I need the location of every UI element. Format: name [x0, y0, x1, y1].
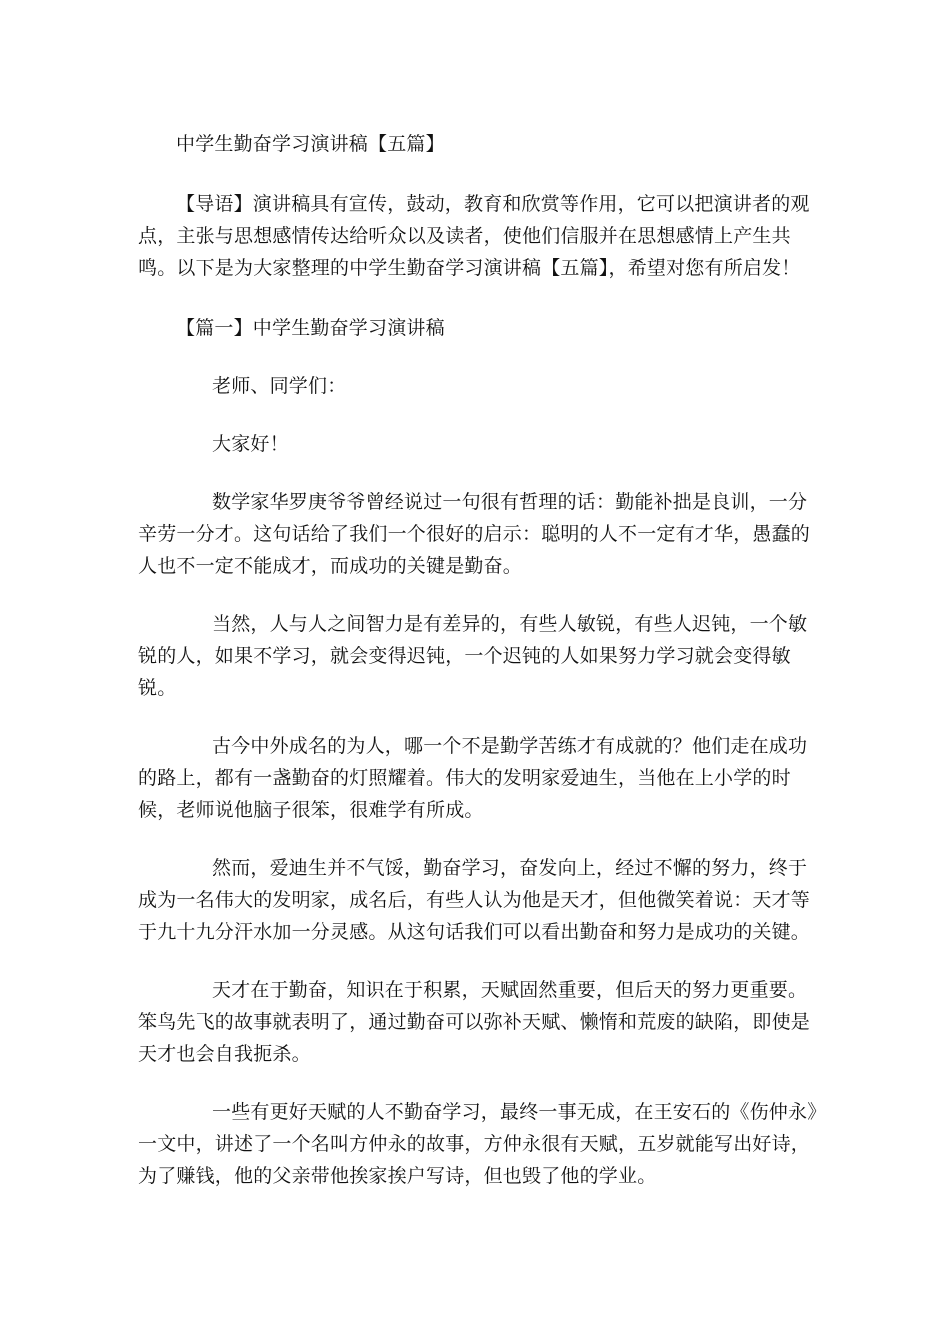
greeting: 大家好！ [212, 433, 289, 455]
document-body [138, 128, 818, 1218]
document-title: 中学生勤奋学习演讲稿【五篇】 [176, 133, 445, 155]
body-paragraph: 然而，爱迪生并不气馁，勤奋学习，奋发向上，经过不懈的努力，终于成为一名伟大的发明家，成名后，有些人认为他是天才，但他微笑着说：天才等于九十九分汗水加一分灵感。从这句话我们可以看出勤奋和努力是成功的关键。 [138, 857, 811, 943]
salutation: 老师、同学们： [212, 375, 347, 397]
body-paragraph: 数学家华罗庚爷爷曾经说过一句很有哲理的话：勤能补拙是良训，一分辛劳一分才。这句话给了我们一个很好的启示：聪明的人不一定有才华，愚蠢的人也不一定不能成才，而成功的关键是勤奋。 [138, 491, 811, 577]
body-paragraph: 天才在于勤奋，知识在于积累，天赋固然重要，但后天的努力更重要。笨鸟先飞的故事就表明了，通过勤奋可以弥补天赋、懒惰和荒废的缺陷，即使是天才也会自我扼杀。 [138, 979, 811, 1065]
section-heading: 【篇一】中学生勤奋学习演讲稿 [176, 317, 445, 339]
intro-paragraph: 【导语】演讲稿具有宣传，鼓动，教育和欣赏等作用，它可以把演讲者的观点，主张与思想感情传达给听众以及读者，使他们信服并在思想感情上产生共鸣。以下是为大家整理的中学生勤奋学习演讲稿【五篇】，希望对您有所启发！ [138, 193, 810, 279]
body-paragraph: 当然，人与人之间智力是有差异的，有些人敏锐，有些人迟钝，一个敏锐的人，如果不学习，就会变得迟钝，一个迟钝的人如果努力学习就会变得敏锐。 [138, 613, 808, 699]
body-paragraph: 一些有更好天赋的人不勤奋学习，最终一事无成，在王安石的《伤仲永》一文中，讲述了一个名叫方仲永的故事，方仲永很有天赋，五岁就能写出好诗，为了赚钱，他的父亲带他挨家挨户写诗，但也毁了他的学业。 [138, 1101, 817, 1187]
body-paragraph: 古今中外成名的为人，哪一个不是勤学苦练才有成就的？他们走在成功的路上，都有一盏勤奋的灯照耀着。伟大的发明家爱迪生，当他在上小学的时候，老师说他脑子很笨，很难学有所成。 [138, 735, 808, 821]
